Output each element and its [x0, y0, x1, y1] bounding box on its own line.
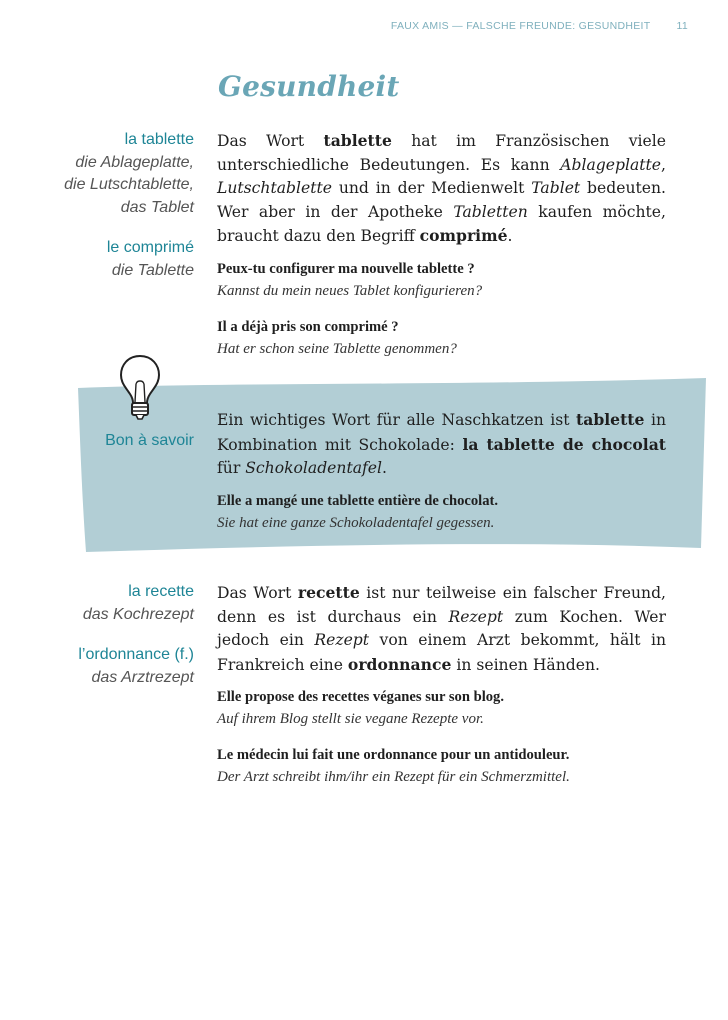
example	[217, 258, 687, 302]
term: la recette	[128, 583, 194, 600]
example-french: Il a déjà pris son comprimé ?	[217, 319, 399, 335]
example-german: Der Arzt schreibt ihm/ihr ein Rezept für ein Schmerzmittel.	[217, 769, 570, 785]
example-french: Elle a mangé une tablette entière de chocolat.	[217, 493, 499, 509]
page-number: 11	[676, 20, 688, 32]
example	[217, 490, 687, 534]
example	[217, 316, 687, 360]
translation: das Kochrezept	[82, 605, 194, 623]
example-german: Auf ihrem Blog stellt sie vegane Rezepte vor.	[217, 711, 484, 727]
lightbulb-icon	[115, 352, 165, 422]
page-title: Gesundheit	[218, 70, 400, 103]
running-title: FAUX AMIS — FALSCHE FREUNDE: GESUNDHEIT	[390, 20, 651, 32]
section2-body: Das Wort recette ist nur teilweise ein falscher Freund, denn es ist durchaus ein Rezept zum Kochen. Wer jedoch ein Rezept von einem Arzt bekommt, hält in Frankreich eine ordonnance in seinen Händen.	[217, 583, 667, 674]
term-column-1	[40, 129, 194, 282]
example-french: Elle propose des recettes véganes sur son blog.	[217, 689, 505, 705]
example-german: Sie hat eine ganze Schokoladentafel gegessen.	[217, 515, 495, 531]
translation: die Ablageplatte,	[75, 153, 194, 171]
example-french: Peux-tu configurer ma nouvelle tablette ?	[217, 261, 475, 277]
example-german: Kannst du mein neues Tablet konfigurieren?	[217, 283, 483, 299]
info-box-body: Ein wichtiges Wort für alle Naschkatzen ist tablette in Kombination mit Schokolade: la tablette de chocolat für Schokoladentafel.	[217, 410, 666, 477]
example-german: Hat er schon seine Tablette genommen?	[217, 341, 457, 357]
info-box-label: Bon à savoir	[105, 432, 194, 449]
example	[217, 744, 687, 788]
term: l’ordonnance (f.)	[78, 646, 194, 663]
example-french: Le médecin lui fait une ordonnance pour un antidouleur.	[217, 747, 570, 763]
term-column-2	[40, 581, 194, 689]
running-header	[391, 20, 688, 36]
example	[217, 686, 687, 730]
term: la tablette	[124, 131, 194, 148]
translation: die Tablette	[111, 261, 194, 279]
translation: das Tablet	[120, 198, 194, 216]
translation: das Arztrezept	[91, 668, 194, 686]
term: le comprimé	[106, 239, 194, 256]
translation: die Lutschtablette,	[64, 176, 194, 193]
section1-body: Das Wort tablette hat im Französischen viele unterschiedliche Bedeutungen. Es kann Ablageplatte, Lutschtablette und in der Medienwelt Tablet bedeuten. Wer aber in der Apotheke Tabletten kaufen möchte, braucht dazu den Begriff comprimé.	[217, 131, 666, 245]
